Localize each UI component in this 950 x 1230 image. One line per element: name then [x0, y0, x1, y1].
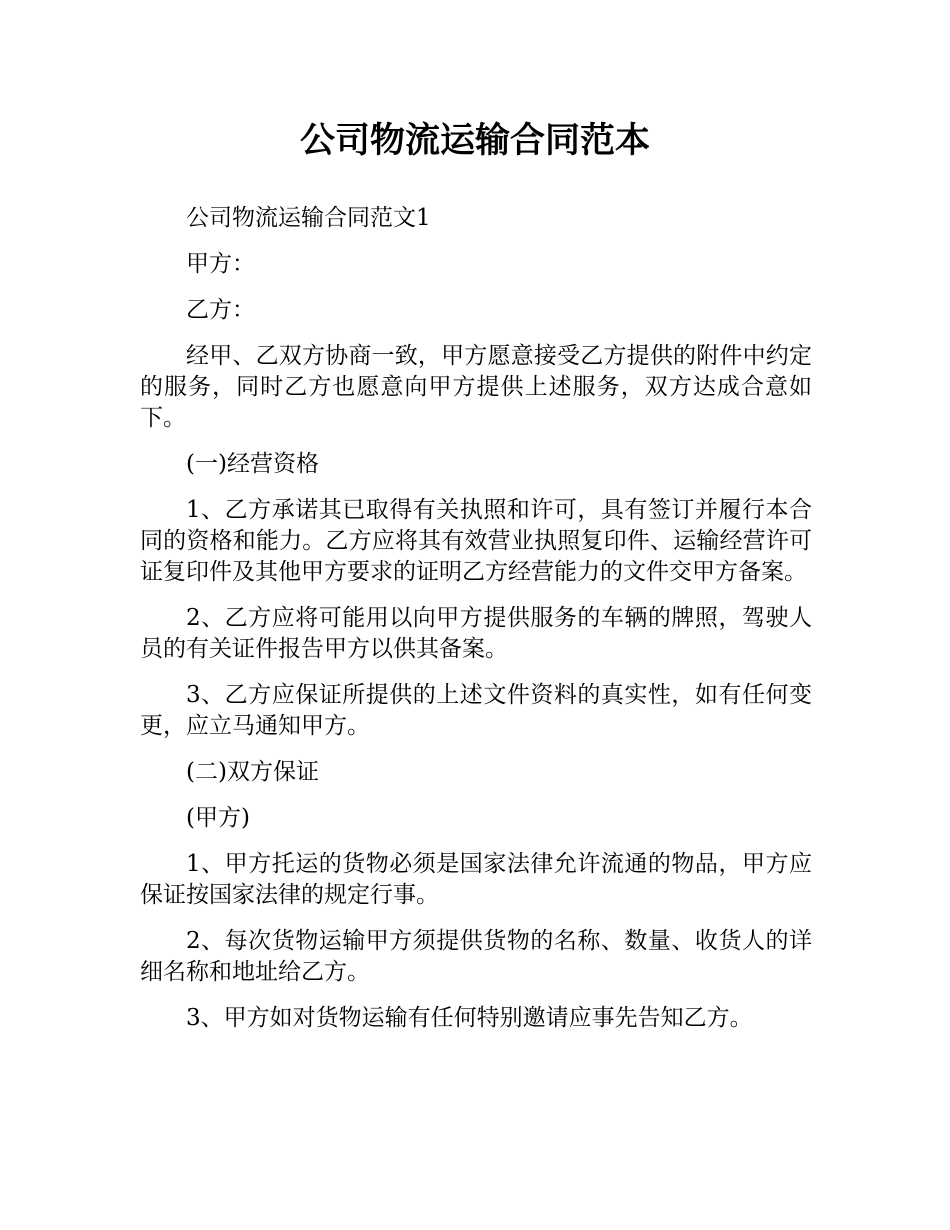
paragraph-clause: 1、甲方托运的货物必须是国家法律允许流通的物品，甲方应保证按国家法律的规定行事。: [140, 851, 812, 908]
section-heading-qualification: (一)经营资格: [186, 451, 319, 477]
paragraph-clause: 2、每次货物运输甲方须提供货物的名称、数量、收货人的详细名称和地址给乙方。: [140, 928, 812, 985]
paragraph-preamble: 经甲、乙双方协商一致，甲方愿意接受乙方提供的附件中约定的服务，同时乙方也愿意向甲方提供上述服务，双方达成合意如下。: [140, 343, 812, 431]
section-heading-guarantee: (二)双方保证: [186, 759, 319, 785]
document-body: [140, 203, 812, 1049]
document-title: 公司物流运输合同范本: [299, 121, 650, 161]
paragraph-party-a: 甲方：: [186, 251, 255, 277]
paragraph-clause: 2、乙方应将可能用以向甲方提供服务的车辆的牌照，驾驶人员的有关证件报告甲方以供其备案。: [140, 605, 812, 662]
paragraph-clause: 1、乙方承诺其已取得有关执照和许可，具有签订并履行本合同的资格和能力。乙方应将其有效营业执照复印件、运输经营许可证复印件及其他甲方要求的证明乙方经营能力的文件交甲方备案。: [140, 497, 812, 585]
paragraph-clause: 3、乙方应保证所提供的上述文件资料的真实性，如有任何变更，应立马通知甲方。: [140, 682, 812, 739]
paragraph-sample-heading: 公司物流运输合同范文1: [186, 205, 431, 231]
paragraph-party-b: 乙方：: [186, 297, 255, 323]
subsection-heading-party-a: (甲方): [186, 805, 250, 831]
paragraph-clause: 3、甲方如对货物运输有任何特别邀请应事先告知乙方。: [186, 1005, 753, 1031]
